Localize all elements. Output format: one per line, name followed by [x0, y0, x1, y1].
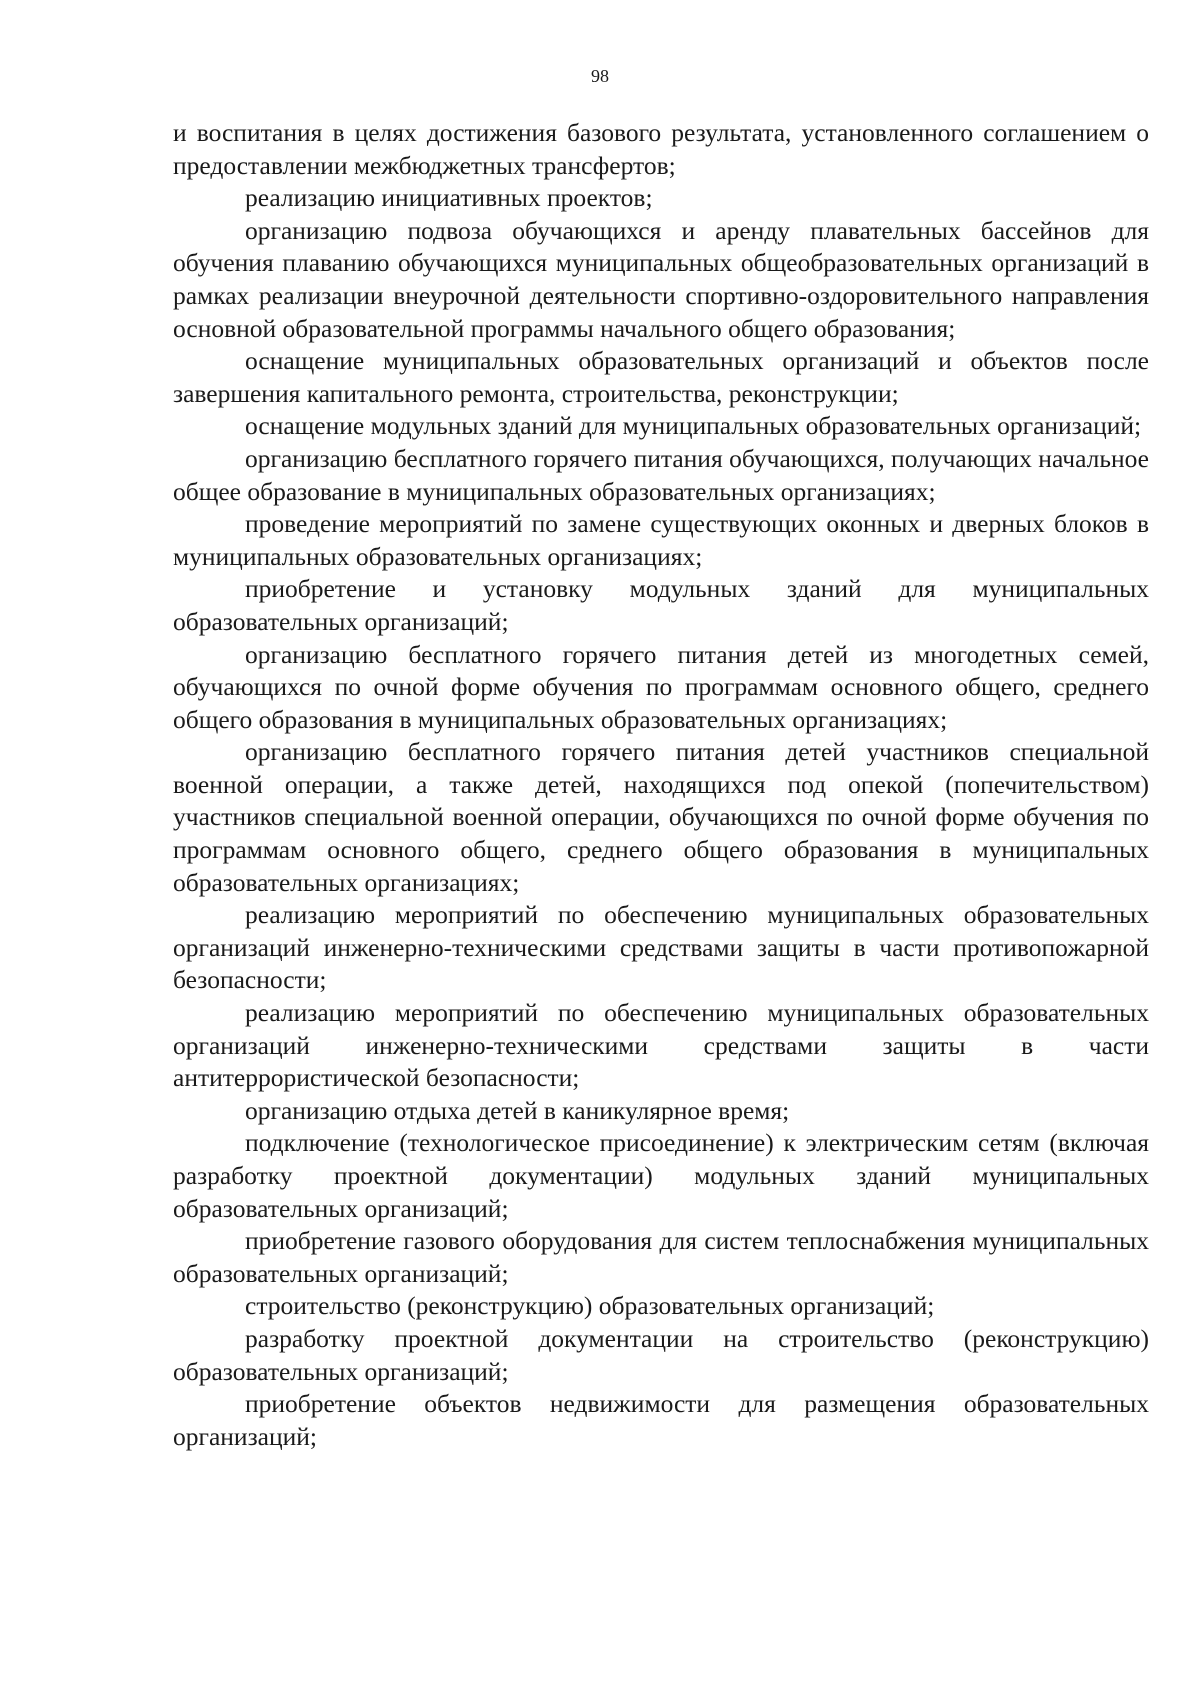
paragraph: разработку проектной документации на строительство (реконструкцию) образовательных организаций; — [173, 1323, 1149, 1386]
paragraph: приобретение и установку модульных зданий для муниципальных образовательных организаций; — [173, 574, 1149, 636]
paragraph: реализацию мероприятий по обеспечению муниципальных образовательных организаций инженерно-техническими средствами защиты в части противопожарной безопасности; — [173, 900, 1149, 995]
paragraph: оснащение модульных зданий для муниципальных образовательных организаций; — [245, 411, 1142, 441]
paragraph: и воспитания в целях достижения базового результата, установленного соглашением о предоставлении межбюджетных трансфертов; — [173, 118, 1149, 180]
paragraph: организацию отдыха детей в каникулярное время; — [245, 1095, 790, 1125]
paragraph: организацию бесплатного горячего питания обучающихся, получающих начальное общее образование в муниципальных образовательных организациях; — [173, 443, 1149, 506]
paragraph: оснащение муниципальных образовательных организаций и объектов после завершения капитального ремонта, строительства, реконструкции; — [173, 346, 1149, 408]
page-number: 98 — [591, 66, 609, 86]
paragraph: реализацию инициативных проектов; — [245, 183, 653, 213]
paragraph: проведение мероприятий по замене существующих оконных и дверных блоков в муниципальных образовательных организациях; — [173, 509, 1149, 571]
paragraph: реализацию мероприятий по обеспечению муниципальных образовательных организаций инженерно-техническими средствами защиты в части антитеррористической безопасности; — [173, 998, 1149, 1093]
paragraph: строительство (реконструкцию) образовательных организаций; — [245, 1291, 935, 1321]
paragraph: организацию подвоза обучающихся и аренду плавательных бассейнов для обучения плаванию обучающихся муниципальных общеобразовательных организаций в рамках реализации внеурочной деятельности спортивно-оздоровительного направления основной образовательной программы начального общего образования; — [173, 215, 1149, 343]
document-body — [173, 117, 1149, 1453]
paragraph: подключение (технологическое присоединение) к электрическим сетям (включая разработку проектной документации) модульных зданий муниципальных образовательных организаций; — [173, 1128, 1149, 1223]
paragraph: организацию бесплатного горячего питания детей из многодетных семей, обучающихся по очной форме обучения по программам основного общего, среднего общего образования в муниципальных образовательных организациях; — [173, 639, 1149, 734]
paragraph: организацию бесплатного горячего питания детей участников специальной военной операции, а также детей, находящихся под опекой (попечительством) участников специальной военной операции, обучающихся по очной форме обучения по программам основного общего, среднего общего образования в муниципальных образовательных организациях; — [173, 737, 1149, 897]
paragraph: приобретение объектов недвижимости для размещения образовательных организаций; — [173, 1389, 1149, 1451]
paragraph: приобретение газового оборудования для систем теплоснабжения муниципальных образовательных организаций; — [173, 1226, 1149, 1288]
